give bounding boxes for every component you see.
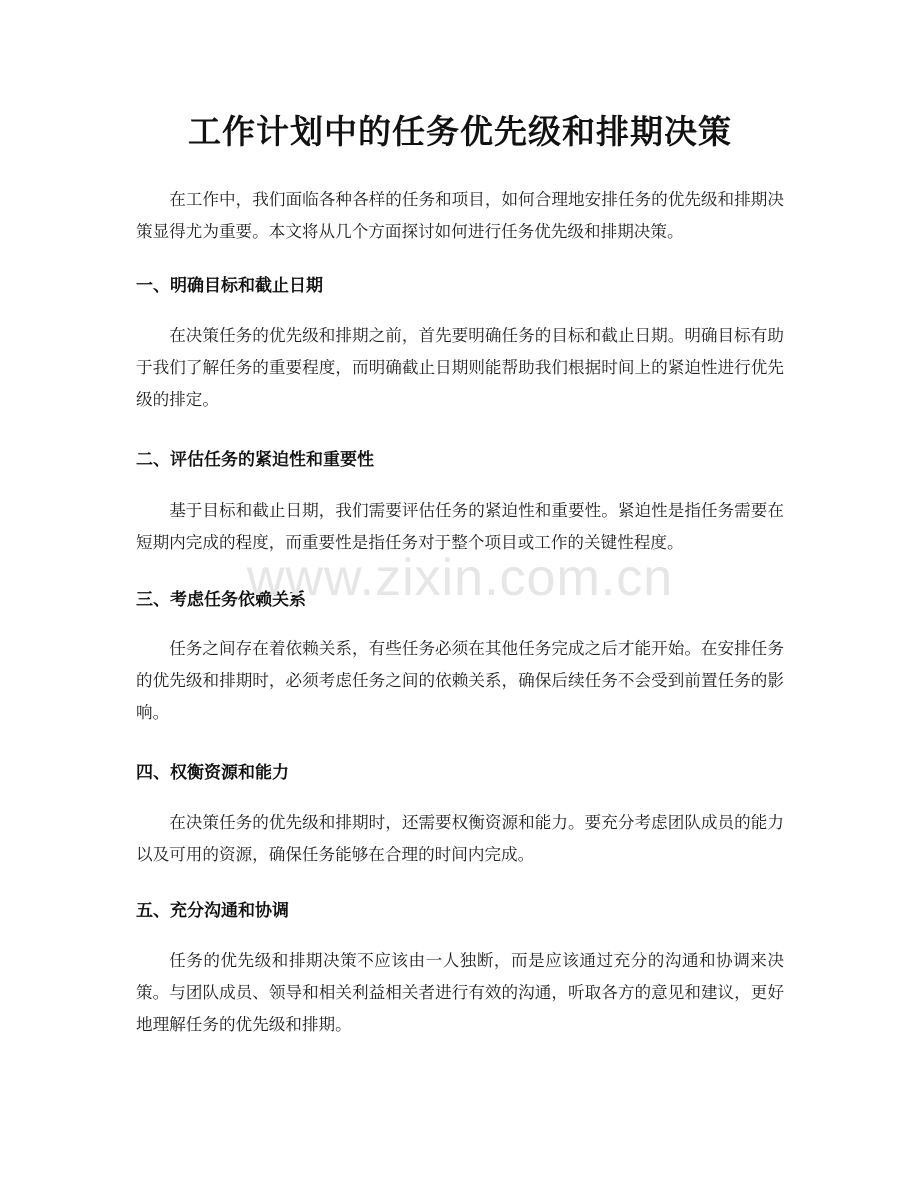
document-title: 工作计划中的任务优先级和排期决策 <box>188 112 732 151</box>
section-body-3: 任务之间存在着依赖关系，有些任务必须在其他任务完成之后才能开始。在安排任务的优先级和排期时，必须考虑任务之间的依赖关系，确保后续任务不会受到前置任务的影响。 <box>136 639 784 722</box>
section-body-5: 任务的优先级和排期决策不应该由一人独断，而是应该通过充分的沟通和协调来决策。与团队成员、领导和相关利益相关者进行有效的沟通，听取各方的意见和建议，更好地理解任务的优先级和排期。 <box>136 951 784 1034</box>
section-heading-5: 五、充分沟通和协调 <box>136 901 289 921</box>
section-body-2: 基于目标和截止日期，我们需要评估任务的紧迫性和重要性。紧迫性是指任务需要在短期内完成的程度，而重要性是指任务对于整个项目或工作的关键性程度。 <box>136 501 784 552</box>
intro-paragraph: 在工作中，我们面临各种各样的任务和项目，如何合理地安排任务的优先级和排期决策显得尤为重要。本文将从几个方面探讨如何进行任务优先级和排期决策。 <box>136 190 784 241</box>
section-heading-1: 一、明确目标和截止日期 <box>136 276 323 296</box>
section-heading-3: 三、考虑任务依赖关系 <box>136 590 306 610</box>
section-heading-4: 四、权衡资源和能力 <box>136 763 289 783</box>
section-body-4: 在决策任务的优先级和排期时，还需要权衡资源和能力。要充分考虑团队成员的能力以及可用的资源，确保任务能够在合理的时间内完成。 <box>136 813 784 864</box>
section-heading-2: 二、评估任务的紧迫性和重要性 <box>136 450 374 470</box>
section-body-1: 在决策任务的优先级和排期之前，首先要明确任务的目标和截止日期。明确目标有助于我们了解任务的重要程度，而明确截止日期则能帮助我们根据时间上的紧迫性进行优先级的排定。 <box>136 326 784 409</box>
watermark: www.zixin.com.cn <box>246 549 674 607</box>
